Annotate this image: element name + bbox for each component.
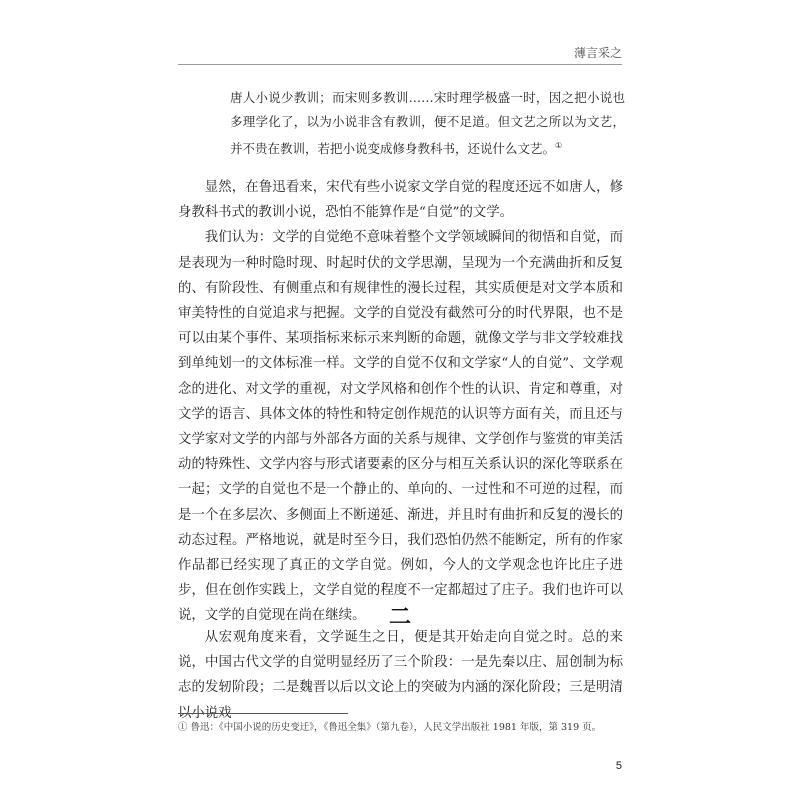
footnote: ① 鲁迅：《中国小说的历史变迁》，《鲁迅全集》（第九卷），人民文学出版社 1981 年版，第 319 页。 xyxy=(178,722,602,733)
footnote-marker: ① xyxy=(555,141,563,150)
body-text xyxy=(178,175,623,629)
paragraph: 显然，在鲁迅看来，宋代有些小说家文学自觉的程度还远不如唐人，修身教科书式的教训小说，恐怕不能算作是“自觉”的文学。 xyxy=(178,180,623,221)
footnote-rule xyxy=(178,713,348,714)
paragraph: 我们认为：文学的自觉绝不意味着整个文学领域瞬间的彻悟和自觉，而是表现为一种时隐时现、时起时伏的文学思潮，呈现为一个充满曲折和反复的、有阶段性、有侧重点和有规律性的漫长过程，其实质便是对文学本质和审美特性的自觉追求与把握。文学的自觉没有截然可分的时代界限，也不是可以由某个事件、某项指标来标示来判断的命题，就像文学与非文学较难找到单纯划一的文体标准一样。文学的自觉不仅和文学家“人的自觉”、文学观念的进化、对文学的重视，对文学风格和创作个性的认识、肯定和尊重，对文学的语言、具体文体的特性和特定创作规范的认识等方面有关，而且还与文学家对文学的内部与外部各方面的关系与规律、文学创作与鉴赏的审美活动的特殊性、文学内容与形式诸要素的区分与相互关系认识的深化等联系在一起；文学的自觉也不是一个静止的、单向的、一过性和不可逆的过程，而是一个在多层次、多侧面上不断递延、渐进，并且时有曲折和反复的漫长的动态过程。严格地说，就是时至今日，我们恐怕仍然不能断定，所有的作家作品都已经实现了真正的文学自觉。例如，今人的文学观念也许比庄子进步，但在创作实践上，文学自觉的程度不一定都超过了庄子。我们也许可以说，文学的自觉现在尚在继续。 xyxy=(178,230,623,624)
section-body-text xyxy=(178,625,623,726)
block-quote-text: 唐人小说少教训；而宋则多教训……宋时理学极盛一时，因之把小说也多理学化了，以为小说非含有教训，便不足道。但文艺之所以为文艺，并不贵在教训，若把小说变成修身教科书，还说什么文艺。 xyxy=(230,90,625,157)
running-header: 薄言采之 xyxy=(573,46,622,60)
page-number: 5 xyxy=(615,760,622,772)
paragraph: 从宏观角度来看，文学诞生之日，便是其开始走向自觉之时。总的来说，中国古代文学的自觉明显经历了三个阶段：一是先秦以庄、屈创制为标志的发轫阶段；二是魏晋以后以文论上的突破为内涵的深化阶段；三是明清以小说戏 xyxy=(178,630,623,721)
header-rule xyxy=(178,64,622,65)
block-quote xyxy=(230,86,625,161)
section-heading: 二 xyxy=(388,604,411,630)
